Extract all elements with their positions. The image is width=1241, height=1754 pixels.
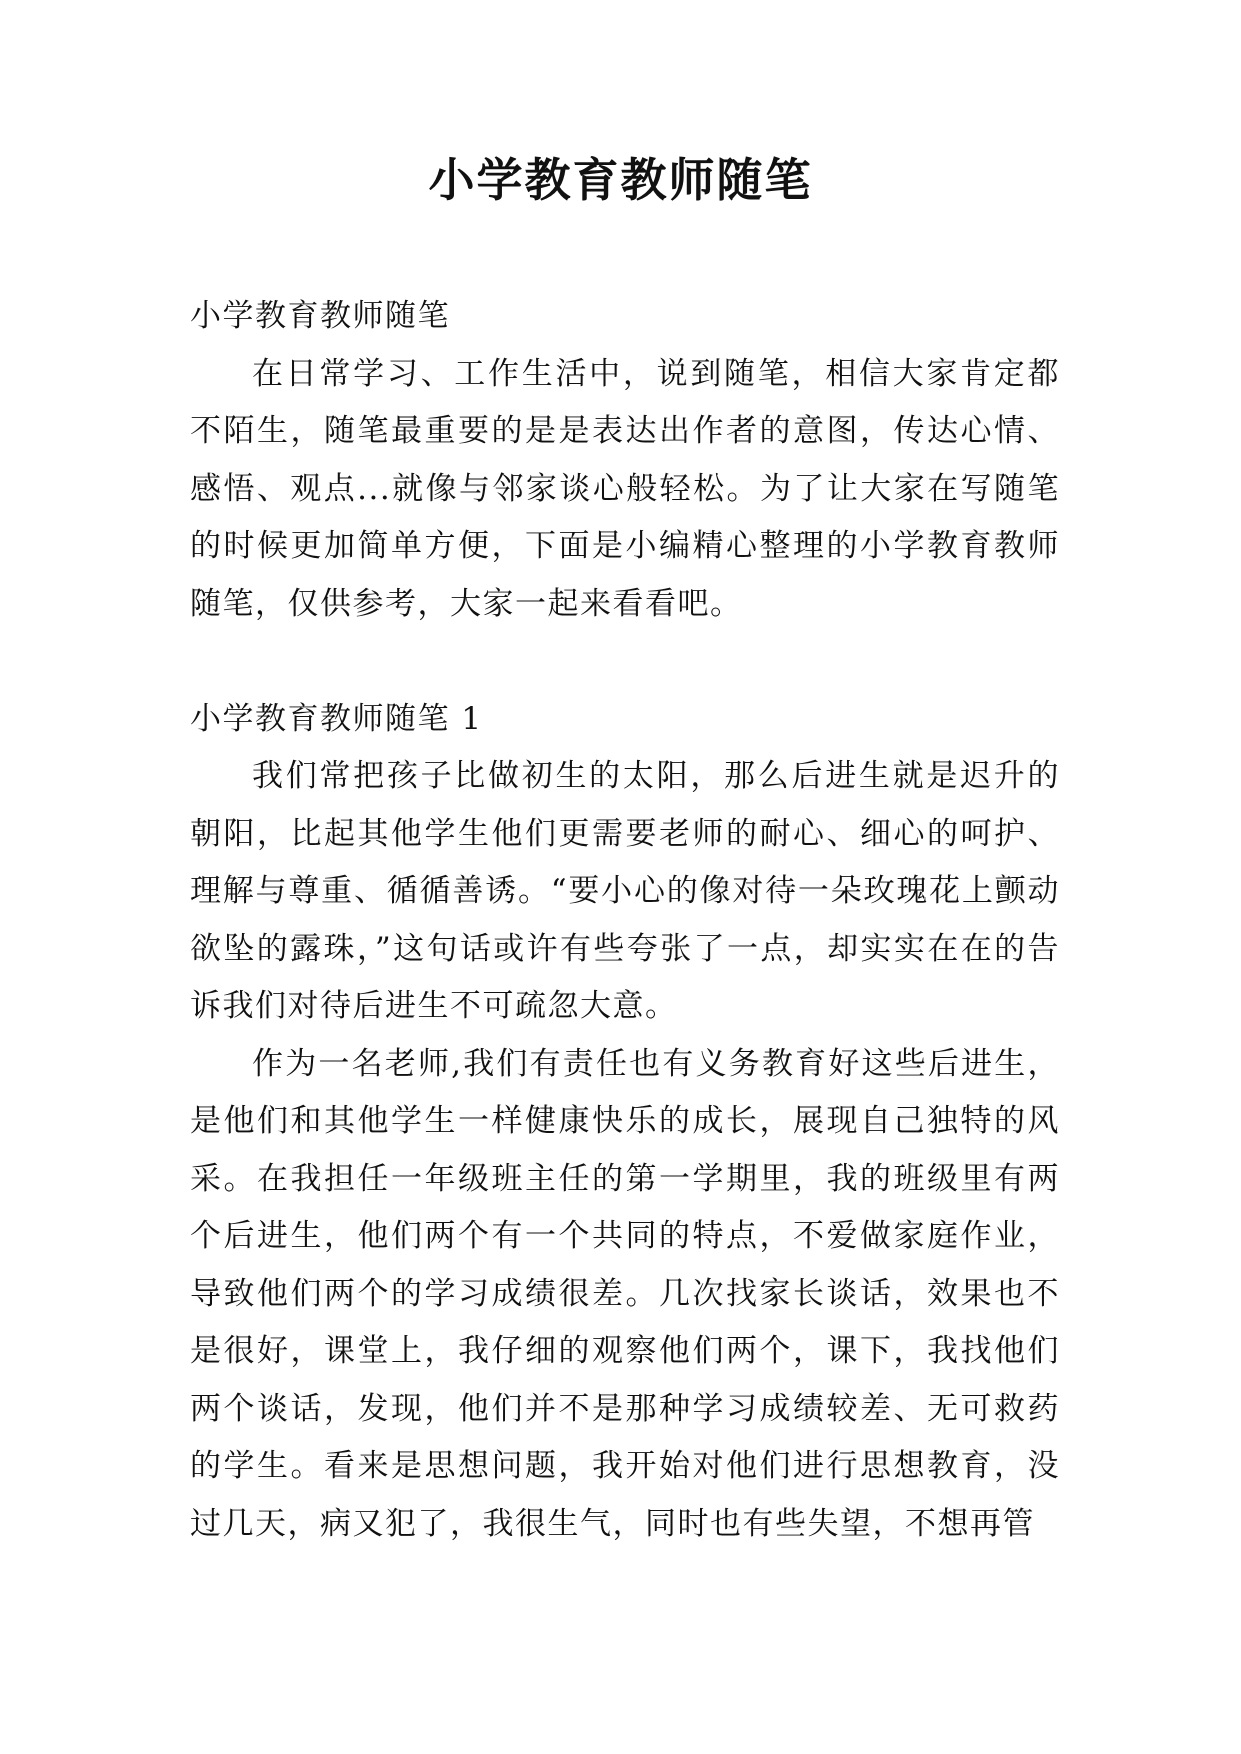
document-body <box>190 288 1060 1553</box>
section1-paragraph-1: 我们常把孩子比做初生的太阳，那么后进生就是迟升的朝阳，比起其他学生他们更需要老师的耐心、细心的呵护、理解与尊重、循循善诱。“要小心的像对待一朵玫瑰花上颤动欲坠的露珠，”这句话或许有些夸张了一点，却实实在在的告诉我们对待后进生不可疏忽大意。 <box>190 758 1060 1024</box>
intro-paragraph: 在日常学习、工作生活中，说到随笔，相信大家肯定都不陌生，随笔最重要的是是表达出作者的意图，传达心情、感悟、观点...就像与邻家谈心般轻松。为了让大家在写随笔的时候更加简单方便，下面是小编精心整理的小学教育教师随笔，仅供参考，大家一起来看看吧。 <box>190 355 1060 622</box>
section1-paragraph-2: 作为一名老师,我们有责任也有义务教育好这些后进生，是他们和其他学生一样健康快乐的成长，展现自己独特的风采。在我担任一年级班主任的第一学期里，我的班级里有两个后进生，他们两个有一个共同的特点，不爱做家庭作业，导致他们两个的学习成绩很差。几次找家长谈话，效果也不是很好，课堂上，我仔细的观察他们两个，课下，我找他们两个谈话，发现，他们并不是那种学习成绩较差、无可救药的学生。看来是思想问题，我开始对他们进行思想教育，没过几天，病又犯了，我很生气，同时也有些失望，不想再管 <box>190 1045 1060 1542</box>
intro-heading: 小学教育教师随笔 <box>190 298 450 334</box>
section-spacer <box>190 633 1060 691</box>
section1-heading: 小学教育教师随笔 1 <box>190 700 483 737</box>
document-title: 小学教育教师随笔 <box>428 153 813 207</box>
